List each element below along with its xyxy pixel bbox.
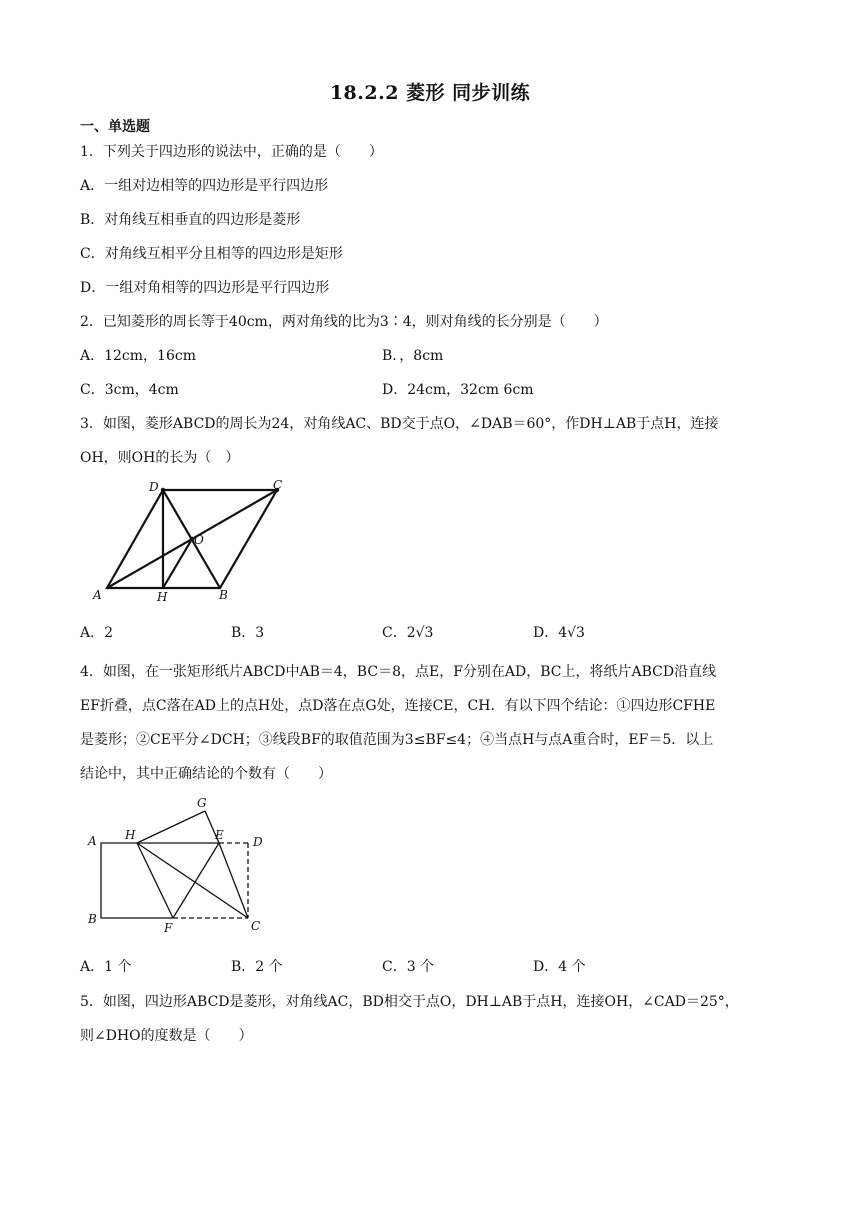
q2-option-b: B．，8cm (382, 348, 444, 364)
q1-option-a: A．一组对边相等的四边形是平行四边形 (80, 178, 329, 194)
q4-option-b: B．2 个 (231, 959, 283, 975)
label-a: A (93, 588, 102, 602)
segment-ec (219, 843, 248, 918)
label-o: O (194, 533, 204, 547)
q2-option-c: C．3cm，4cm (80, 382, 179, 398)
q1-stem: 1．下列关于四边形的说法中，正确的是（ ） (80, 144, 383, 160)
q1-option-b: B．对角线互相垂直的四边形是菱形 (80, 212, 301, 228)
label-b: B (88, 912, 97, 926)
label-e: E (215, 828, 224, 842)
q4-stem-line2: EF折叠，点C落在AD上的点H处，点D落在点G处，连接CE，CH．有以下四个结论：①四边形CFHE (80, 698, 716, 714)
q4-stem-line4: 结论中，其中正确结论的个数有（ ） (80, 766, 332, 782)
q4-folded-rectangle-figure (85, 793, 275, 938)
label-h: H (125, 828, 136, 842)
q4-option-c: C．3 个 (382, 959, 435, 975)
q3-option-d: D．4√3 (533, 625, 585, 641)
label-c: C (273, 478, 283, 492)
point-d (161, 488, 165, 492)
q5-stem-line1: 5．如图，四边形ABCD是菱形，对角线AC，BD相交于点O，DH⊥AB于点H，连接OH，∠CAD＝25°， (80, 994, 739, 1010)
q3-option-b: B．3 (231, 625, 265, 641)
segment-hg (137, 811, 205, 843)
label-d: D (253, 835, 263, 849)
label-c: C (251, 919, 261, 933)
section-heading: 一、单选题 (80, 119, 150, 135)
rectangle-left-edges (101, 843, 173, 918)
q5-stem-line2: 则∠DHO的度数是（ ） (80, 1028, 253, 1044)
label-g: G (197, 796, 207, 810)
segment-ef (173, 843, 219, 918)
label-d: D (149, 480, 159, 494)
label-h: H (157, 590, 168, 604)
q3-rhombus-figure (85, 475, 295, 605)
page-title: 18.2.2 菱形 同步训练 (329, 82, 531, 104)
label-b: B (219, 588, 228, 602)
q4-option-d: D．4 个 (533, 959, 586, 975)
label-f: F (164, 921, 173, 935)
q3-option-c: C．2√3 (382, 625, 434, 641)
q2-stem: 2．已知菱形的周长等于40cm，两对角线的比为3∶4，则对角线的长分别是（ ） (80, 314, 608, 330)
label-a: A (88, 834, 97, 848)
q4-stem-line3: 是菱形；②CE平分∠DCH；③线段BF的取值范围为3≤BF≤4；④当点H与点A重合时，EF＝5．以上 (80, 732, 714, 748)
q3-stem-line1: 3．如图，菱形ABCD的周长为24，对角线AC、BD交于点O，∠DAB＝60°，作DH⊥AB于点H，连接 (80, 416, 719, 432)
q1-option-c: C．对角线互相平分且相等的四边形是矩形 (80, 246, 343, 262)
q3-option-a: A．2 (80, 625, 114, 641)
segment-hf (137, 843, 173, 918)
q1-option-d: D．一组对角相等的四边形是平行四边形 (80, 280, 330, 296)
q3-stem-line2: OH，则OH的长为（ ） (80, 450, 240, 466)
q2-option-d: D．24cm，32cm 6cm (382, 382, 534, 398)
q4-stem-line1: 4．如图，在一张矩形纸片ABCD中AB＝4，BC＝8，点E，F分别在AD，BC上，将纸片ABCD沿直线 (80, 664, 717, 680)
q4-option-a: A．1 个 (80, 959, 132, 975)
q2-option-a: A．12cm，16cm (80, 348, 196, 364)
segment-hc (137, 843, 248, 918)
